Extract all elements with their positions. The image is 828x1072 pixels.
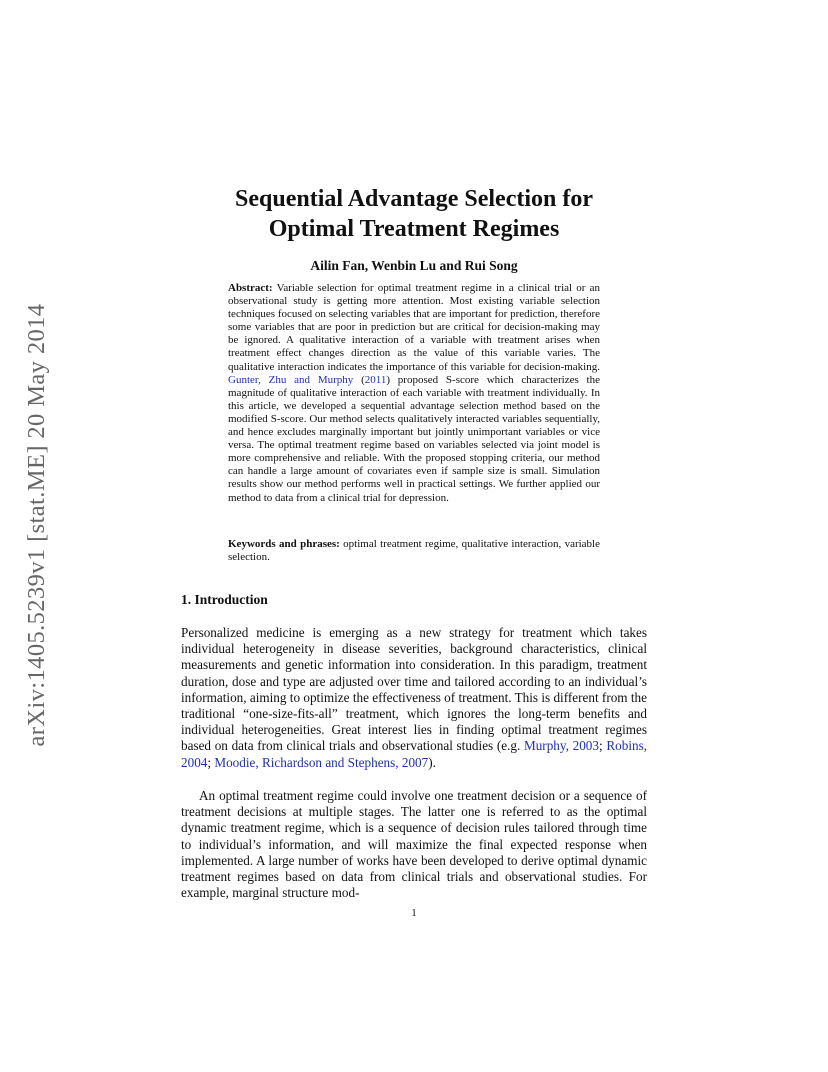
keywords-text: optimal treatment regime, qualitative interaction, variable selection.	[228, 538, 600, 564]
section-heading-introduction: 1. Introduction	[181, 592, 268, 607]
citation-separator: ;	[598, 738, 607, 754]
paragraph-text-end: ).	[428, 754, 436, 770]
author-list: Ailin Fan, Wenbin Lu and Rui Song	[310, 258, 518, 273]
abstract-text-part1: Variable selection for optimal treatment regime in a clinical trial or an observational study is getting more attention. Most existing variable selection techniques focused on selecting variables that are important for prediction, therefore some variables that are poor in prediction but are critical for decision-making may be ignored. A qualitative interaction of a variable with treatment arises when treatment effect changes direction as the value of this variable varies. The qualitative interaction indicates the importance of this variable for decision-making.	[228, 282, 600, 373]
arxiv-side-stamp	[14, 285, 60, 765]
abstract	[228, 282, 600, 505]
keywords-label: Keywords and phrases:	[228, 538, 340, 550]
page-number: 1	[411, 907, 417, 919]
title-line-1: Sequential Advantage Selection for	[235, 186, 593, 212]
arxiv-identifier: arXiv:1405.5239v1 [stat.ME] 20 May 2014	[23, 303, 50, 747]
citation-link-gunter-year[interactable]: 2011	[364, 373, 387, 386]
citation-link-gunter[interactable]: Gunter, Zhu and Murphy	[228, 373, 354, 386]
citation-link-moodie[interactable]: Moodie, Richardson and Stephens, 2007	[214, 754, 429, 770]
intro-paragraph-1	[181, 625, 647, 771]
paper-title	[160, 184, 668, 244]
citation-separator: ;	[207, 754, 215, 770]
abstract-text-part2: ) proposed S-score which characterizes the magnitude of qualitative interaction of each variable with treatment individually. In this article, we developed a sequential advantage selection method based on the modified S-score. Our method selects qualitatively interacted variables sequentially, and hence excludes marginally important but jointly unimportant variables or vice versa. The optimal treatment regime based on variables selected via joint model is more comprehensive and reliable. With the proposed stopping criteria, our method can handle a large amount of covariates even if sample size is small. Simulation results show our method performs well in practical settings. We further applied our method to data from a clinical trial for depression.	[228, 373, 600, 504]
abstract-cite-open: (	[353, 373, 365, 386]
paragraph-text: Personalized medicine is emerging as a new strategy for treatment which takes individual heterogeneity in disease severities, background characteristics, clinical measurements and genetic information into consideration. In this paradigm, treatment duration, dose and type are adjusted over time and tailored according to an individual’s information, aiming to optimize the effectiveness of treatment. This is different from the traditional “one-size-fits-all” treatment, which ignores the long-term benefits and individual heterogeneities. Great interest lies in finding optimal treatment regimes based on data from clinical trials and observational studies (e.g.	[181, 625, 647, 754]
abstract-label: Abstract:	[228, 282, 273, 294]
citation-link-murphy[interactable]: Murphy, 2003	[523, 738, 599, 754]
intro-paragraph-2: An optimal treatment regime could involve one treatment decision or a sequence of treatment decisions at multiple stages. The latter one is referred to as the optimal dynamic treatment regime, which is a sequence of decision rules tailored through time to individual’s information, and will maximize the final expected response when implemented. A large number of works have been developed to derive optimal dynamic treatment regimes based on data from clinical trials and observational studies. For example, marginal structure mod-	[181, 788, 647, 901]
keywords	[228, 538, 600, 564]
title-line-2: Optimal Treatment Regimes	[268, 216, 560, 242]
citation-link-robins[interactable]: Robins, 2004	[181, 738, 648, 770]
